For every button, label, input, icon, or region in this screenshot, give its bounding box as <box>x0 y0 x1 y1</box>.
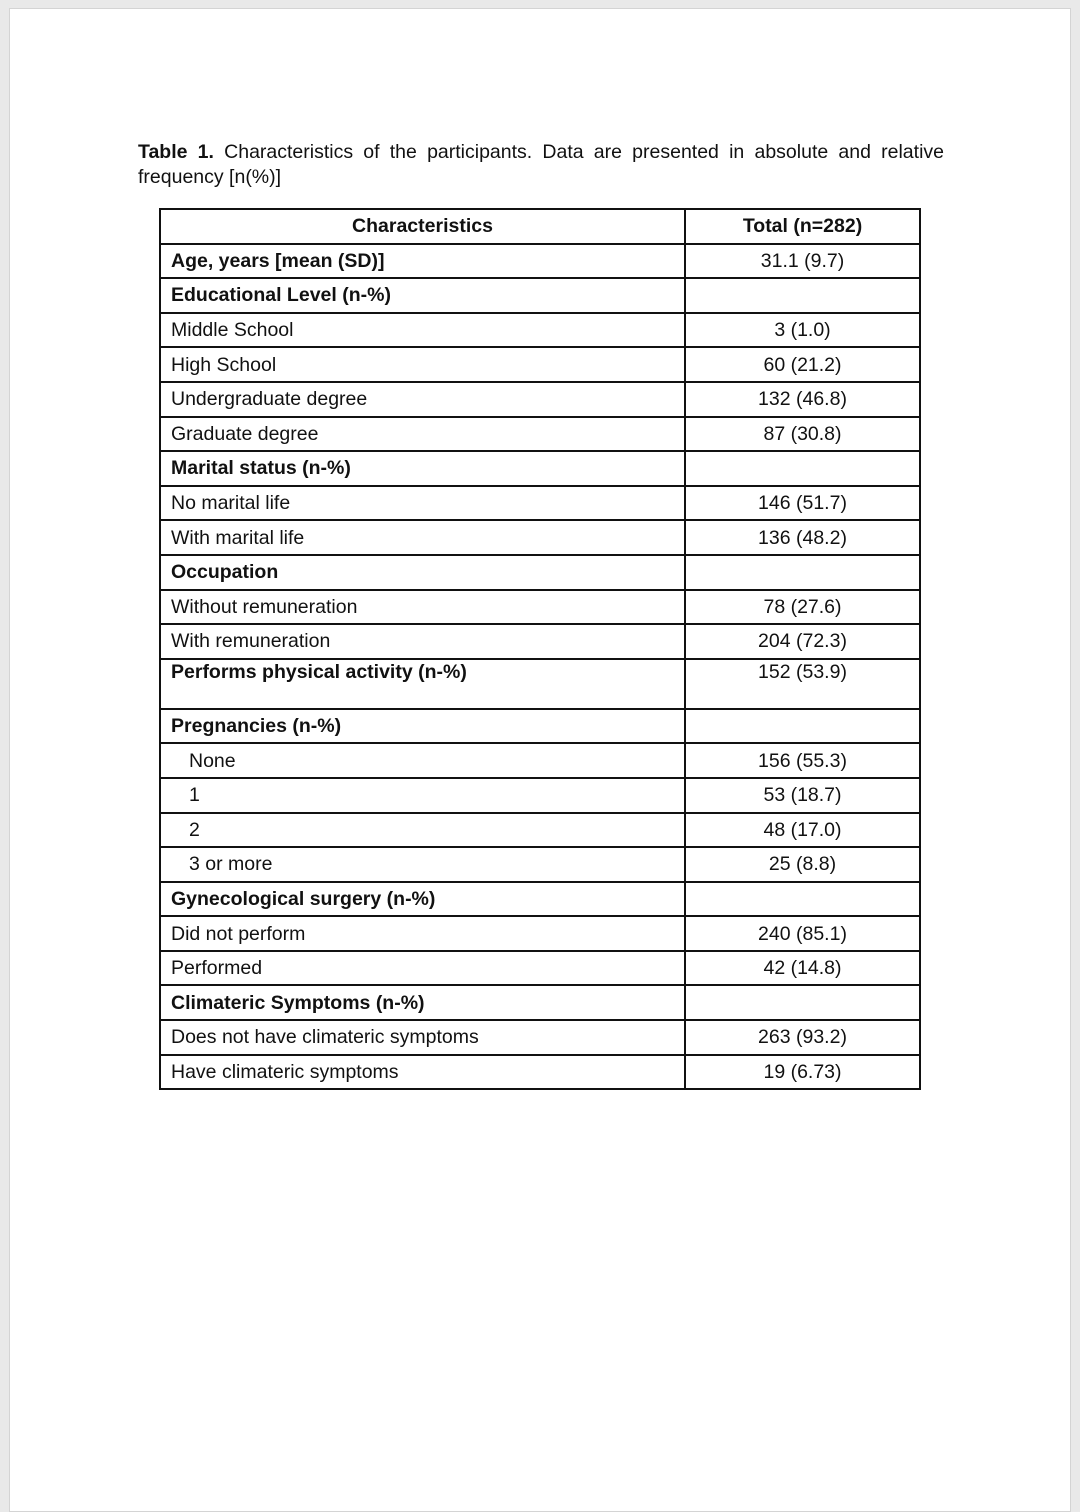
row-value: 19 (6.73) <box>685 1055 920 1090</box>
row-label: Did not perform <box>160 916 685 951</box>
row-label: 2 <box>160 813 685 848</box>
row-label: No marital life <box>160 486 685 521</box>
table-row <box>160 882 920 917</box>
row-label: Have climateric symptoms <box>160 1055 685 1090</box>
row-label: Performs physical activity (n-%) <box>160 659 685 709</box>
row-value: 3 (1.0) <box>685 313 920 348</box>
row-value: 42 (14.8) <box>685 951 920 986</box>
table-row <box>160 417 920 452</box>
table-row <box>160 451 920 486</box>
row-label: Performed <box>160 951 685 986</box>
row-label: Gynecological surgery (n-%) <box>160 882 685 917</box>
row-value: 136 (48.2) <box>685 520 920 555</box>
table-row <box>160 985 920 1020</box>
table-row <box>160 347 920 382</box>
table-row <box>160 847 920 882</box>
row-value: 25 (8.8) <box>685 847 920 882</box>
row-value: 31.1 (9.7) <box>685 244 920 279</box>
table-row <box>160 813 920 848</box>
row-label: None <box>160 743 685 778</box>
row-label: With remuneration <box>160 624 685 659</box>
row-value: 146 (51.7) <box>685 486 920 521</box>
row-value: 60 (21.2) <box>685 347 920 382</box>
table-row <box>160 1055 920 1090</box>
table-row <box>160 709 920 744</box>
header-total: Total (n=282) <box>685 209 920 244</box>
document-page <box>9 8 1071 1512</box>
row-value: 53 (18.7) <box>685 778 920 813</box>
row-value: 156 (55.3) <box>685 743 920 778</box>
row-label: 1 <box>160 778 685 813</box>
row-value: 152 (53.9) <box>685 659 920 709</box>
table-row <box>160 313 920 348</box>
row-label: Middle School <box>160 313 685 348</box>
table-row <box>160 520 920 555</box>
row-value: 78 (27.6) <box>685 590 920 625</box>
row-label: Age, years [mean (SD)] <box>160 244 685 279</box>
table-caption <box>138 140 944 190</box>
row-value: 204 (72.3) <box>685 624 920 659</box>
row-value: 132 (46.8) <box>685 382 920 417</box>
row-label: High School <box>160 347 685 382</box>
row-label: Undergraduate degree <box>160 382 685 417</box>
row-label: Graduate degree <box>160 417 685 452</box>
row-label: 3 or more <box>160 847 685 882</box>
row-value: 240 (85.1) <box>685 916 920 951</box>
characteristics-table <box>159 208 921 1090</box>
caption-label: Table 1. <box>138 141 214 163</box>
row-value: 48 (17.0) <box>685 813 920 848</box>
table-row <box>160 590 920 625</box>
row-value <box>685 985 920 1020</box>
table-row <box>160 778 920 813</box>
row-label: Without remuneration <box>160 590 685 625</box>
row-value <box>685 709 920 744</box>
table-row <box>160 278 920 313</box>
header-characteristics: Characteristics <box>160 209 685 244</box>
row-value <box>685 451 920 486</box>
caption-text: Characteristics of the participants. Data are presented in absolute and relative frequency [n(%)] <box>138 141 944 188</box>
row-label: Occupation <box>160 555 685 590</box>
row-label: Educational Level (n-%) <box>160 278 685 313</box>
table-row <box>160 659 920 709</box>
row-label: Climateric Symptoms (n-%) <box>160 985 685 1020</box>
table-row <box>160 382 920 417</box>
table-row <box>160 1020 920 1055</box>
table-row <box>160 624 920 659</box>
row-label: Does not have climateric symptoms <box>160 1020 685 1055</box>
row-label: Pregnancies (n-%) <box>160 709 685 744</box>
table-row <box>160 916 920 951</box>
table-row <box>160 951 920 986</box>
row-value: 263 (93.2) <box>685 1020 920 1055</box>
row-label: With marital life <box>160 520 685 555</box>
table-row <box>160 244 920 279</box>
table-row <box>160 555 920 590</box>
table-header-row <box>160 209 920 244</box>
row-label: Marital status (n-%) <box>160 451 685 486</box>
row-value <box>685 278 920 313</box>
table-row <box>160 743 920 778</box>
row-value: 87 (30.8) <box>685 417 920 452</box>
row-value <box>685 882 920 917</box>
table-row <box>160 486 920 521</box>
row-value <box>685 555 920 590</box>
